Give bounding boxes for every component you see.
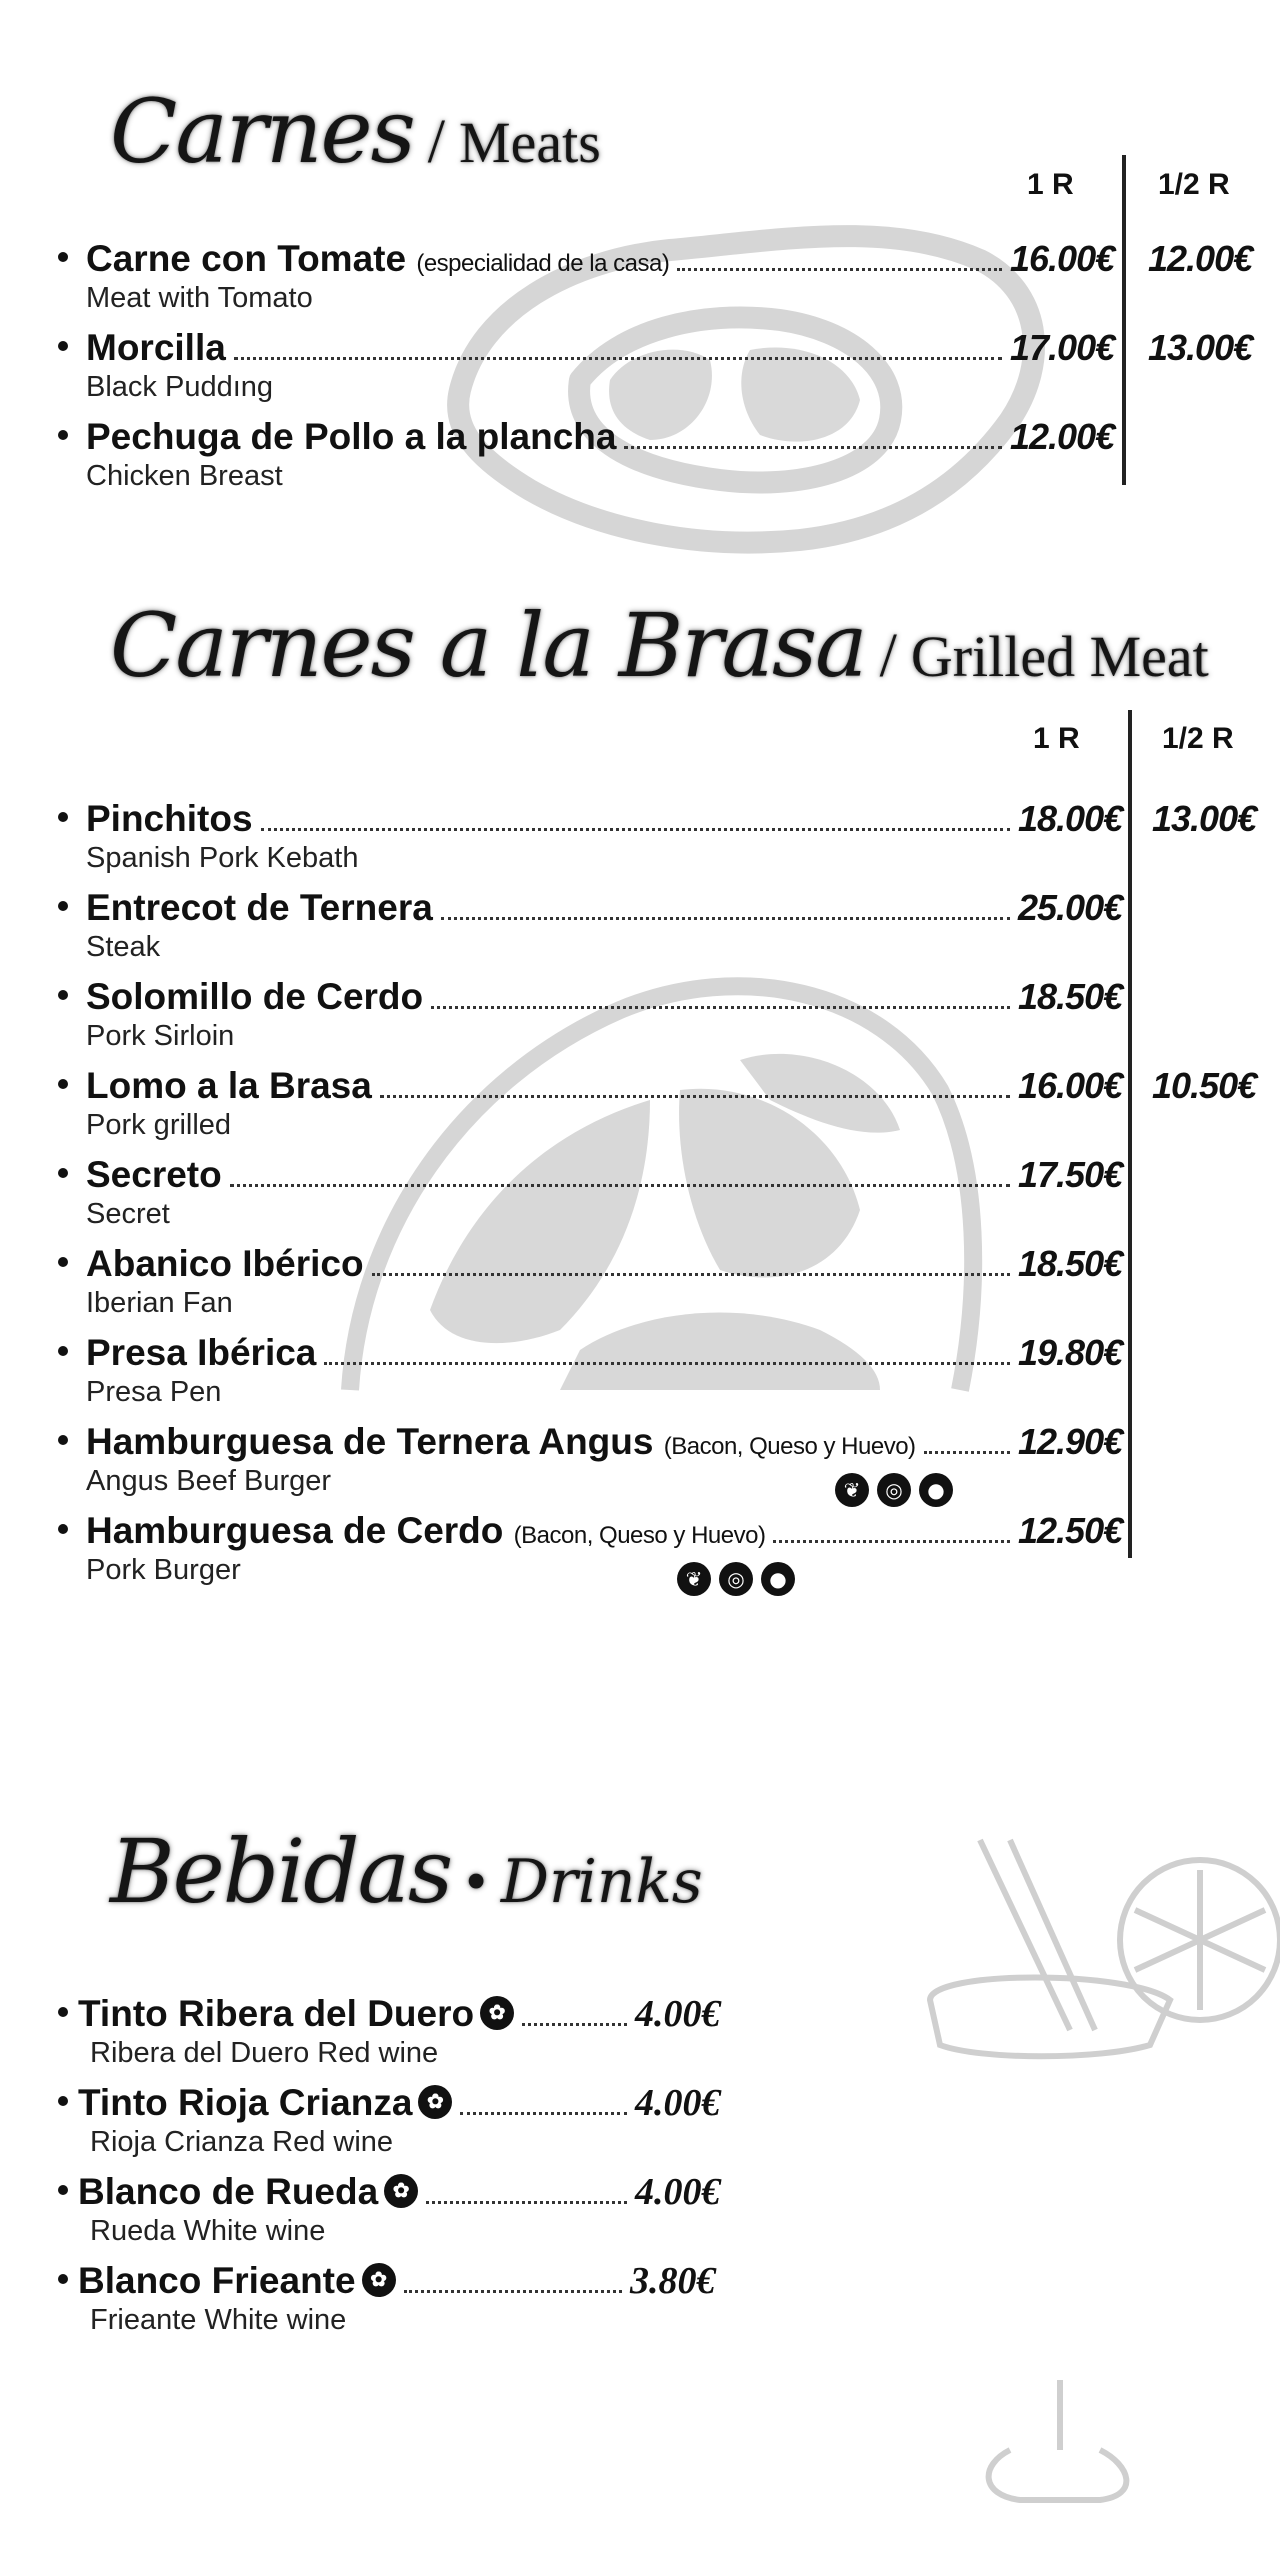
item-name-text: Blanco Frieante	[78, 2260, 356, 2301]
leader-dots	[924, 1451, 1010, 1454]
bullet-icon	[58, 252, 68, 262]
bullet-icon	[58, 430, 68, 440]
item-name	[86, 238, 669, 285]
item-translation: Pork Sirloin	[86, 1020, 235, 1052]
bullet-icon	[58, 990, 68, 1000]
item-name	[86, 1243, 364, 1285]
item-name-text: Tinto Rioja Crianza	[78, 2082, 413, 2123]
bullet-icon	[58, 1079, 68, 1089]
item-note: (especialidad de la casa)	[416, 250, 670, 277]
title-separator: /	[879, 622, 897, 690]
menu-item	[0, 1421, 1283, 1509]
item-translation: Angus Beef Burger	[86, 1465, 332, 1497]
item-name	[86, 327, 226, 369]
leader-dots	[677, 268, 1002, 271]
price	[635, 2171, 721, 2213]
title-separator: /	[427, 108, 446, 176]
menu-item	[0, 976, 1283, 1064]
bullet-icon	[58, 341, 68, 351]
item-name-text: Carne con Tomate	[86, 238, 407, 279]
leader-dots	[230, 1184, 1010, 1187]
price-full: 16.00€	[1018, 1065, 1123, 1106]
menu-item	[0, 798, 1283, 886]
item-translation: Meat with Tomato	[86, 282, 313, 314]
leader-dots	[324, 1362, 1010, 1365]
item-name	[86, 416, 616, 458]
price-full: 18.50€	[1018, 976, 1123, 1017]
item-translation: Pork Burger	[86, 1554, 241, 1586]
price-half: 13.00€	[1152, 798, 1257, 839]
item-name	[86, 1154, 222, 1196]
bullet-icon	[58, 812, 68, 822]
item-name	[86, 1065, 372, 1107]
menu-item	[0, 1993, 1283, 2081]
item-translation: Rioja Crianza Red wine	[90, 2126, 394, 2158]
section-title-meats	[110, 80, 601, 183]
leader-dots	[404, 2290, 622, 2293]
bullet-icon	[58, 1346, 68, 1356]
dairy-icon: ◎	[877, 1473, 911, 1507]
item-note: (Bacon, Queso y Huevo)	[513, 1522, 766, 1549]
price-full: 12.90€	[1018, 1421, 1123, 1462]
leader-dots	[624, 446, 1002, 449]
item-name	[86, 798, 253, 840]
gluten-icon: ❦	[677, 1562, 711, 1596]
menu-item	[0, 1510, 1283, 1598]
allergen-icons	[835, 1473, 953, 1507]
item-name-text: Lomo a la Brasa	[86, 1065, 372, 1106]
title-spanish: Carnes a la Brasa	[110, 594, 866, 697]
leader-dots	[372, 1273, 1010, 1276]
bullet-icon	[58, 1435, 68, 1445]
leader-dots	[773, 1540, 1010, 1543]
price-full: 19.80€	[1018, 1332, 1123, 1373]
item-name	[86, 1421, 916, 1468]
item-name	[86, 1510, 765, 1557]
menu-item	[0, 1332, 1283, 1420]
section-title-grilled	[110, 594, 1209, 697]
bullet-icon	[58, 2185, 68, 2195]
price-text: 4.00€	[635, 1993, 721, 2035]
price-full: 12.50€	[1018, 1510, 1123, 1551]
item-name	[86, 887, 433, 929]
leader-dots	[234, 357, 1002, 360]
item-translation: Chicken Breast	[86, 460, 283, 492]
price-text: 4.00€	[635, 2082, 721, 2124]
item-name	[78, 2171, 418, 2213]
item-name-text: Abanico Ibérico	[86, 1243, 364, 1284]
title-separator: •	[465, 1848, 487, 1916]
menu-item	[0, 327, 1283, 415]
item-translation: Presa Pen	[86, 1376, 222, 1408]
item-name-text: Tinto Ribera del Duero	[78, 1993, 475, 2034]
price-full: 18.50€	[1018, 1243, 1123, 1284]
item-name	[86, 1332, 316, 1374]
item-name-text: Solomillo de Cerdo	[86, 976, 424, 1017]
bullet-icon	[58, 2096, 68, 2106]
bullet-icon	[58, 1168, 68, 1178]
item-translation: Ribera del Duero Red wine	[90, 2037, 439, 2069]
gluten-icon: ❦	[835, 1473, 869, 1507]
sulphites-icon: ✿	[480, 1996, 514, 2030]
price-half: 12.00€	[1148, 238, 1253, 279]
menu-item	[0, 1065, 1283, 1153]
leader-dots	[460, 2112, 627, 2115]
item-translation: Spanish Pork Kebath	[86, 842, 359, 874]
egg-icon: ●	[761, 1562, 795, 1596]
item-translation: Frieante White wine	[90, 2304, 347, 2336]
menu-item	[0, 416, 1283, 504]
price	[635, 1993, 721, 2035]
item-name-text: Pinchitos	[86, 798, 253, 839]
menu-item	[0, 2260, 1283, 2348]
menu-item	[0, 887, 1283, 975]
leader-dots	[261, 828, 1010, 831]
sulphites-icon: ✿	[418, 2085, 452, 2119]
title-spanish: Carnes	[110, 80, 414, 183]
sulphites-icon: ✿	[384, 2174, 418, 2208]
dairy-icon: ◎	[719, 1562, 753, 1596]
price-full: 17.00€	[1010, 327, 1115, 368]
menu-item	[0, 238, 1283, 326]
item-name	[78, 2260, 396, 2302]
leader-dots	[522, 2023, 627, 2026]
price-full: 16.00€	[1010, 238, 1115, 279]
menu-item	[0, 2082, 1283, 2170]
allergen-icons	[677, 1562, 795, 1596]
price-text: 3.80€	[630, 2260, 716, 2302]
section-title-drinks	[110, 1820, 703, 1923]
item-name	[86, 976, 423, 1018]
price-full: 17.50€	[1018, 1154, 1123, 1195]
glass-watermark-icon	[940, 2370, 1140, 2520]
column-header-half: 1/2 R	[1158, 168, 1230, 201]
bullet-icon	[58, 2274, 68, 2284]
item-translation: Black Puddıng	[86, 371, 274, 403]
column-header-full: 1 R	[1033, 722, 1080, 755]
item-name-text: Entrecot de Ternera	[86, 887, 433, 928]
item-name-text: Secreto	[86, 1154, 222, 1195]
price-half: 10.50€	[1152, 1065, 1257, 1106]
item-name-text: Hamburguesa de Ternera Angus	[86, 1421, 654, 1462]
bullet-icon	[58, 2007, 68, 2017]
title-english: Grilled Meat	[910, 624, 1209, 689]
title-english: Meats	[459, 110, 601, 175]
leader-dots	[380, 1095, 1010, 1098]
item-name-text: Pechuga de Pollo a la plancha	[86, 416, 617, 457]
bullet-icon	[58, 901, 68, 911]
price	[635, 2082, 721, 2124]
item-translation: Secret	[86, 1198, 170, 1230]
price-text: 4.00€	[635, 2171, 721, 2213]
leader-dots	[426, 2201, 627, 2204]
item-translation: Rueda White wine	[90, 2215, 326, 2247]
item-name-text: Blanco de Rueda	[78, 2171, 379, 2212]
item-translation: Iberian Fan	[86, 1287, 233, 1319]
column-header-full: 1 R	[1027, 168, 1074, 201]
price-full: 25.00€	[1018, 887, 1123, 928]
sulphites-icon: ✿	[362, 2263, 396, 2297]
item-name-text: Presa Ibérica	[86, 1332, 317, 1373]
price-half: 13.00€	[1148, 327, 1253, 368]
column-header-half: 1/2 R	[1162, 722, 1234, 755]
title-english: Drinks	[500, 1847, 703, 1917]
item-name-text: Hamburguesa de Cerdo	[86, 1510, 504, 1551]
item-note: (Bacon, Queso y Huevo)	[663, 1433, 916, 1460]
menu-item	[0, 1243, 1283, 1331]
item-name-text: Morcilla	[86, 327, 226, 368]
bullet-icon	[58, 1524, 68, 1534]
price-full: 12.00€	[1010, 416, 1115, 457]
item-name	[78, 1993, 514, 2035]
leader-dots	[431, 1006, 1010, 1009]
menu-item	[0, 1154, 1283, 1242]
bullet-icon	[58, 1257, 68, 1267]
title-spanish: Bebidas	[110, 1820, 452, 1923]
menu-item	[0, 2171, 1283, 2259]
price	[630, 2260, 716, 2302]
egg-icon: ●	[919, 1473, 953, 1507]
item-name	[78, 2082, 452, 2124]
item-translation: Steak	[86, 931, 161, 963]
item-translation: Pork grilled	[86, 1109, 232, 1141]
price-full: 18.00€	[1018, 798, 1123, 839]
leader-dots	[441, 917, 1010, 920]
